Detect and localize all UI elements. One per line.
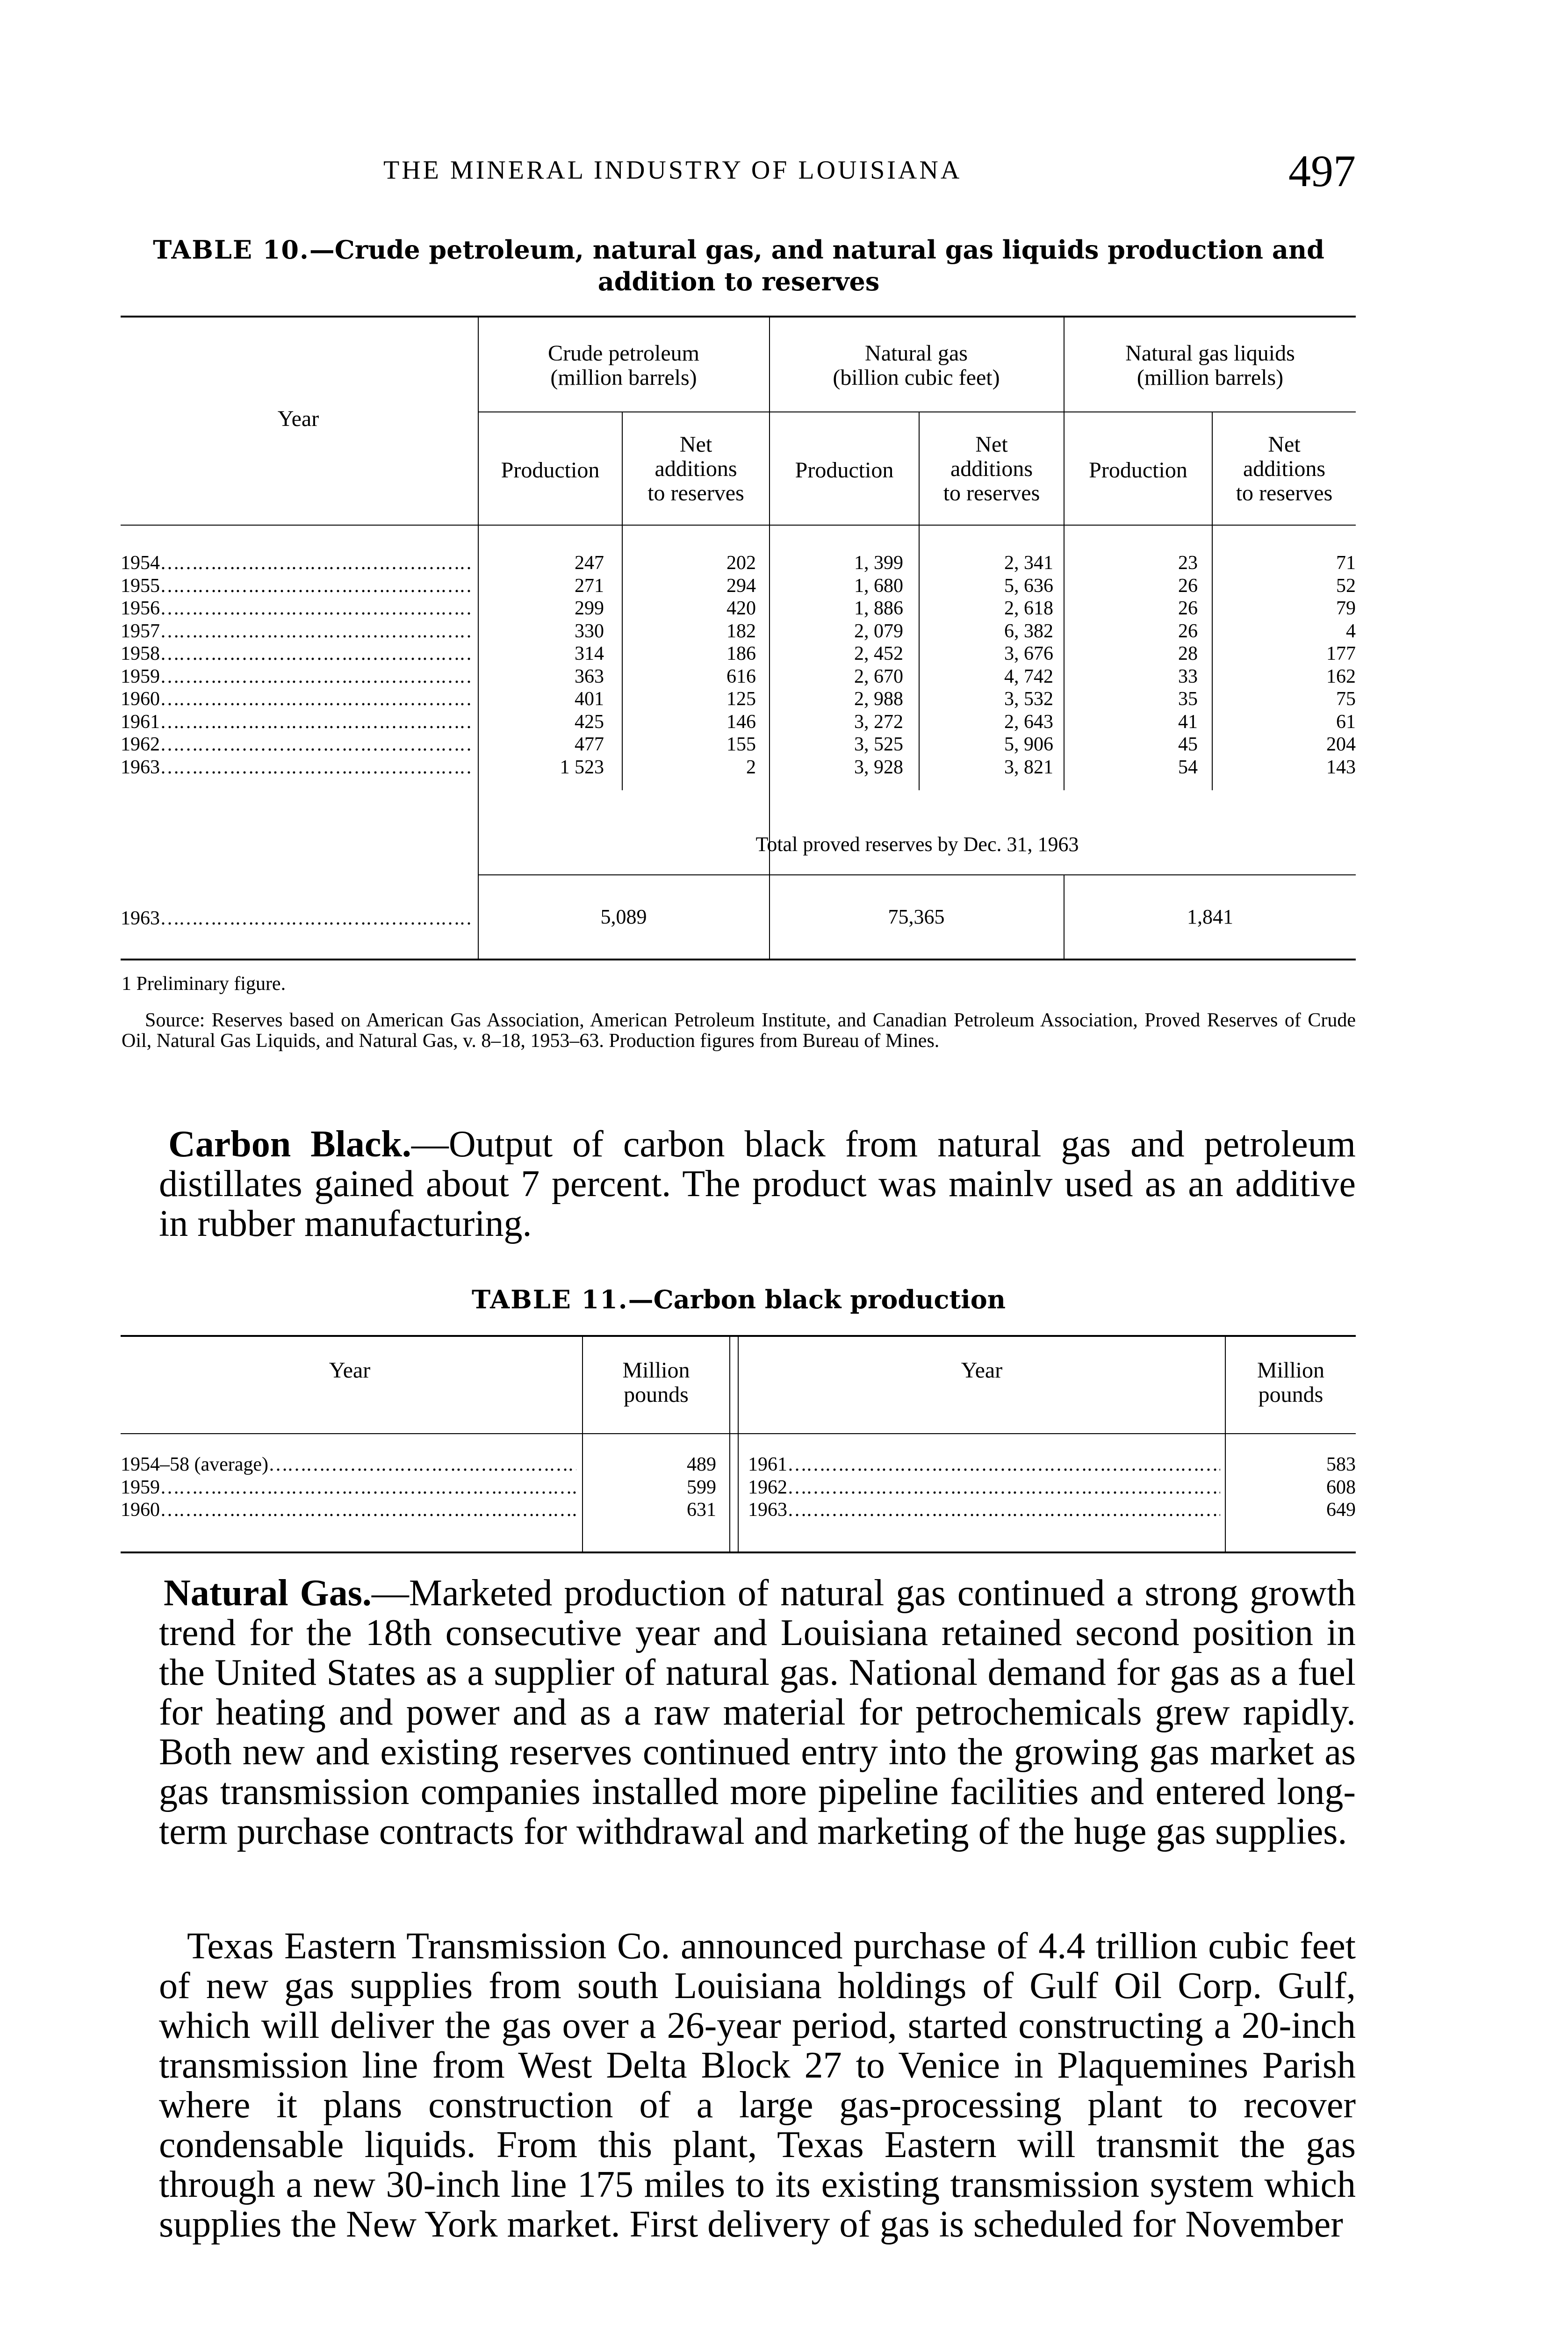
- table-cell: 2, 618: [1004, 598, 1053, 619]
- table-cell: 204: [1326, 734, 1356, 755]
- table-cell: 401: [575, 688, 604, 710]
- table-row-year: 1960 ……………………………………………………………………………………………………………………: [121, 688, 471, 711]
- table10-top-rule: [121, 316, 1356, 318]
- reserves-crude: 5,089: [600, 905, 647, 928]
- t11-right-value-column: [1226, 1453, 1356, 1522]
- table-cell: 26: [1178, 575, 1198, 597]
- table-cell: 616: [726, 665, 756, 687]
- table-cell: 420: [726, 598, 756, 619]
- table-cell: 155: [726, 734, 756, 755]
- table-cell: 41: [1178, 711, 1198, 733]
- table-cell: 75: [1336, 688, 1356, 710]
- table-cell: 52: [1336, 575, 1356, 597]
- year-header: Year: [277, 406, 319, 431]
- table-cell: 3, 272: [854, 711, 903, 733]
- table-cell: 2, 452: [854, 643, 903, 664]
- table-cell: 4: [1346, 620, 1356, 642]
- carbon-black-paragraph: Carbon Black.—Output of carbon black from natural gas and petroleum distillates gained about 7 percent. The product was mainlv used as an additive in rubber manufacturing.: [159, 1124, 1356, 1244]
- table-cell: 54: [1178, 756, 1198, 778]
- table-cell: 649: [1326, 1499, 1356, 1521]
- table-row-year: 1963 ……………………………………………………………………………………………………………………: [121, 756, 471, 779]
- table-cell: 125: [726, 688, 756, 710]
- t11-right-year-column: [748, 1453, 1220, 1522]
- table-cell: 23: [1178, 552, 1198, 574]
- ngl-production-header: Production: [1089, 458, 1187, 483]
- gas-production-header: Production: [795, 458, 894, 483]
- reserves-heading: Total proved reserves by Dec. 31, 1963: [755, 833, 1079, 856]
- table-cell: 26: [1178, 598, 1198, 619]
- table-cell: 299: [575, 598, 604, 619]
- gas-group-header: Natural gas (billion cubic feet): [833, 341, 1000, 390]
- table-cell: 26: [1178, 620, 1198, 642]
- table-cell: 3, 532: [1004, 688, 1053, 710]
- table-cell: 583: [1326, 1454, 1356, 1475]
- page-header: [122, 146, 1356, 201]
- page-number: 497: [1288, 146, 1356, 196]
- table-cell: 33: [1178, 665, 1198, 687]
- table-cell: 477: [575, 734, 604, 755]
- t11-left-value-column: [583, 1453, 716, 1522]
- ngl-production-column: [1065, 552, 1198, 779]
- table-cell: 314: [575, 643, 604, 664]
- table-cell: 1, 886: [854, 598, 903, 619]
- t11-left-year-column: [121, 1453, 576, 1522]
- table-row-year: 1957 ……………………………………………………………………………………………………………………: [121, 620, 471, 643]
- table-cell: 425: [575, 711, 604, 733]
- reserves-gas: 75,365: [888, 905, 945, 928]
- table-cell: 247: [575, 552, 604, 574]
- table10-title: —Crude petroleum, natural gas, and natural gas liquids production and addition to reserves: [309, 235, 1324, 296]
- table-row-year: 1959 ……………………………………………………………………………………………………………………: [121, 1476, 576, 1499]
- table11-label: TABLE 11.: [471, 1284, 628, 1314]
- table10-reserves-rule: [478, 874, 1356, 875]
- table-cell: 79: [1336, 598, 1356, 619]
- table-row-year: 1954–58 (average) ……………………………………………………………………………………………………………………: [121, 1453, 576, 1476]
- reserves-year: 1963 ……………………………………………………………………………………………………………………: [121, 907, 471, 930]
- table-row-year: 1954 ……………………………………………………………………………………………………………………: [121, 552, 471, 575]
- crude-production-column: [479, 552, 604, 779]
- table10-bottom-rule: [121, 959, 1356, 960]
- table-cell: 146: [726, 711, 756, 733]
- table-cell: 1, 680: [854, 575, 903, 597]
- table-cell: 1 523: [560, 756, 604, 778]
- table-cell: 177: [1326, 643, 1356, 664]
- table-cell: 2, 988: [854, 688, 903, 710]
- gas-net-column: [920, 552, 1053, 779]
- table10-header-rule: [121, 525, 1356, 526]
- table10-caption: [122, 234, 1356, 297]
- table-cell: 162: [1326, 665, 1356, 687]
- table-cell: 202: [726, 552, 756, 574]
- table-cell: 2, 670: [854, 665, 903, 687]
- table-cell: 3, 928: [854, 756, 903, 778]
- t11-right-unit-header: Million pounds: [1257, 1358, 1325, 1407]
- table-row-year: 1962 ……………………………………………………………………………………………………………………: [121, 733, 471, 756]
- table-cell: 294: [726, 575, 756, 597]
- table-cell: 61: [1336, 711, 1356, 733]
- table-row-year: 1961 ……………………………………………………………………………………………………………………: [121, 711, 471, 734]
- table-cell: 5, 636: [1004, 575, 1053, 597]
- table-cell: 599: [687, 1476, 716, 1498]
- table-cell: 2, 341: [1004, 552, 1053, 574]
- table-cell: 45: [1178, 734, 1198, 755]
- table11-title: —Carbon black production: [628, 1284, 1006, 1314]
- table-cell: 1, 399: [854, 552, 903, 574]
- table-row-year: 1958 ……………………………………………………………………………………………………………………: [121, 642, 471, 665]
- table11-caption: [122, 1284, 1356, 1315]
- table-row-year: 1956 ……………………………………………………………………………………………………………………: [121, 597, 471, 620]
- t11-left-year-header: Year: [329, 1358, 371, 1383]
- table-cell: 71: [1336, 552, 1356, 574]
- table-row-year: 1959 ……………………………………………………………………………………………………………………: [121, 665, 471, 688]
- crude-production-header: Production: [501, 458, 600, 483]
- table-cell: 2, 079: [854, 620, 903, 642]
- table-cell: 3, 821: [1004, 756, 1053, 778]
- crude-group-header: Crude petroleum (million barrels): [548, 341, 699, 390]
- table-cell: 182: [726, 620, 756, 642]
- table-cell: 28: [1178, 643, 1198, 664]
- table10-footnote: 1 Preliminary figure.: [122, 973, 286, 995]
- reserves-ngl: 1,841: [1187, 905, 1233, 928]
- natural-gas-paragraph: Natural Gas.—Marketed production of natural gas continued a strong growth trend for the 18th consecutive year and Louisiana retained second position in the United States as a supplier of natural gas. National demand for gas as a fuel for heating and power and as a raw material for petrochemicals grew rapidly. Both new and existing reserves continued entry into the growing gas market as gas transmission companies installed more pipeline facilities and entered long-term purchase contracts for withdrawal and marketing of the huge gas supplies.: [159, 1573, 1356, 1852]
- ngl-group-header: Natural gas liquids (million barrels): [1125, 341, 1295, 390]
- crude-net-header: Net additions to reserves: [647, 432, 744, 505]
- table-cell: 271: [575, 575, 604, 597]
- table-cell: 631: [687, 1499, 716, 1521]
- gas-production-column: [770, 552, 903, 779]
- table-cell: 4, 742: [1004, 665, 1053, 687]
- table-cell: 2, 643: [1004, 711, 1053, 733]
- running-title: THE MINERAL INDUSTRY OF LOUISIANA: [383, 156, 962, 185]
- table-cell: 3, 525: [854, 734, 903, 755]
- table-row-year: 1955 ……………………………………………………………………………………………………………………: [121, 575, 471, 598]
- table-row-year: 1960 ……………………………………………………………………………………………………………………: [121, 1499, 576, 1522]
- table-cell: 608: [1326, 1476, 1356, 1498]
- ngl-net-column: [1213, 552, 1356, 779]
- crude-net-column: [623, 552, 756, 779]
- table-cell: 186: [726, 643, 756, 664]
- t11-left-unit-header: Million pounds: [622, 1358, 690, 1407]
- year-column: [121, 552, 471, 779]
- table10-label: TABLE 10.: [153, 235, 309, 265]
- table-cell: 2: [746, 756, 756, 778]
- table-row-year: 1962 ……………………………………………………………………………………………………………………: [748, 1476, 1220, 1499]
- table-cell: 330: [575, 620, 604, 642]
- table10-source: Source: Reserves based on American Gas Association, American Petroleum Institute, and Canadian Petroleum Association, Proved Reserves of Crude Oil, Natural Gas Liquids, and Natural Gas, v. 8–18, 1953–63. Production figures from Bureau of Mines.: [122, 1010, 1356, 1052]
- gas-net-header: Net additions to reserves: [943, 432, 1040, 505]
- table-cell: 5, 906: [1004, 734, 1053, 755]
- table-row-year: 1961 ……………………………………………………………………………………………………………………: [748, 1453, 1220, 1476]
- ngl-net-header: Net additions to reserves: [1236, 432, 1333, 505]
- table-row-year: 1963 ……………………………………………………………………………………………………………………: [748, 1499, 1220, 1522]
- t11-right-year-header: Year: [961, 1358, 1003, 1383]
- table-cell: 3, 676: [1004, 643, 1053, 664]
- table10-group-rule: [478, 411, 1356, 412]
- table-cell: 143: [1326, 756, 1356, 778]
- table-cell: 6, 382: [1004, 620, 1053, 642]
- table-cell: 489: [687, 1454, 716, 1475]
- table-cell: 363: [575, 665, 604, 687]
- table-cell: 35: [1178, 688, 1198, 710]
- table11-vline: [729, 1335, 730, 1552]
- texas-eastern-paragraph: Texas Eastern Transmission Co. announced purchase of 4.4 trillion cubic feet of new gas supplies from south Louisiana holdings of Gulf Oil Corp. Gulf, which will deliver the gas over a 26-year period, started constructing a 20-inch transmission line from West Delta Block 27 to Venice in Plaquemines Parish where it plans construction of a large gas-processing plant to recover condensable liquids. From this plant, Texas Eastern will transmit the gas through a new 30-inch line 175 miles to its existing transmission system which supplies the New York market. First delivery of gas is scheduled for November: [159, 1926, 1356, 2245]
